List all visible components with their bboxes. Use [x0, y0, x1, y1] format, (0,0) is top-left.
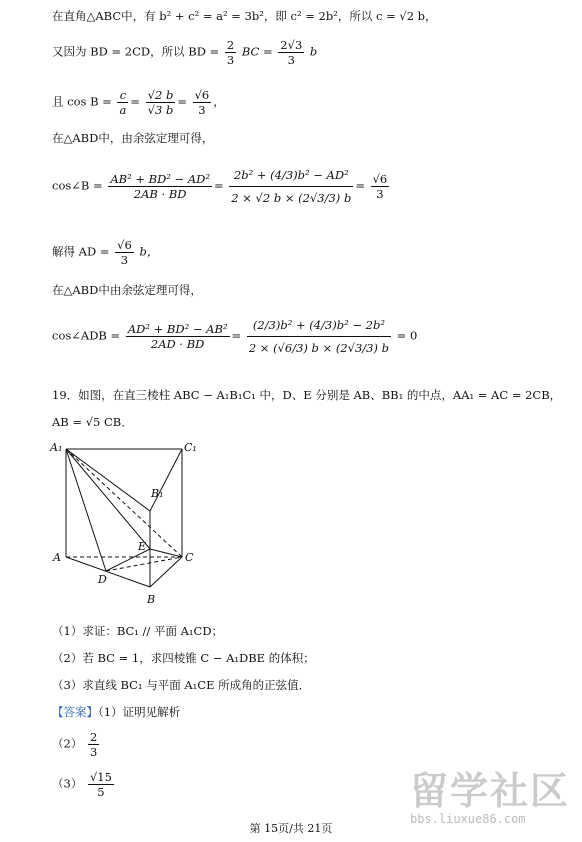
denominator: 3 — [376, 187, 384, 201]
denominator: 2AD · BD — [150, 337, 205, 351]
denominator: 5 — [97, 785, 105, 799]
cos-adb-lhs: cos∠ADB = — [52, 328, 121, 343]
answer-3-label: （3） — [52, 776, 83, 791]
denominator: √3 b — [147, 103, 174, 117]
numerator: 2b² + (4/3)b² − AD² — [229, 164, 353, 187]
answer-1: （1）证明见解析 — [98, 705, 181, 719]
numerator: 2 — [89, 730, 98, 744]
answer-line-1 — [52, 704, 180, 720]
cos-adb-fraction-1 — [126, 322, 230, 351]
problem-19-line-1: 19．如图，在直三棱柱 ABC − A₁B₁C₁ 中，D、E 分别是 AB、BB₁ 的中点，AA₁ = AC = 2CB， — [52, 388, 562, 402]
part-1: （1）求证：BC₁ // 平面 A₁CD； — [52, 624, 224, 638]
fraction-ad — [115, 238, 134, 267]
denominator: a — [119, 103, 127, 117]
denominator: 3 — [226, 53, 235, 67]
numerator: (2/3)b² + (4/3)b² − 2b² — [247, 314, 391, 337]
answer-line-3 — [52, 770, 116, 799]
solution-line-7: 在△ABD中由余弦定理可得， — [52, 283, 202, 297]
b-var: b — [309, 44, 318, 59]
edge-d-c — [106, 557, 182, 571]
answer-2-label: （2） — [52, 736, 83, 751]
solution-line-3: 且 cos B = $\frac{c}{a}$ = $\frac{√2 b}{√3 b}$ = $\frac{√6}{3}$ ， — [52, 88, 225, 117]
ad-tail: b， — [139, 244, 159, 259]
edge-a1-d — [66, 449, 106, 571]
label-d: D — [98, 573, 107, 586]
label-c1: C₁ — [184, 441, 197, 454]
fraction-sqrt2b-sqrt3b — [146, 88, 176, 117]
numerator: 2 — [226, 38, 235, 52]
denominator: 2 × (√6/3) b × (2√3/3) b — [248, 341, 389, 355]
label-c: C — [185, 551, 194, 564]
denominator: 3 — [198, 103, 206, 117]
problem-19-line-2: AB = √5 CB． — [52, 415, 133, 429]
fraction-2sqrt3-3 — [278, 38, 304, 67]
bc-eq: BC = — [241, 44, 273, 59]
answer-tag: 【答案】 — [52, 705, 98, 719]
fraction-c-a — [117, 88, 128, 117]
denominator: 3 — [120, 253, 129, 267]
watermark-url: bbs.liuxue86.com — [410, 812, 526, 826]
edge-c1-b1 — [150, 449, 182, 511]
numerator: c — [117, 88, 128, 103]
edge-a-b — [66, 557, 150, 587]
line-6-prefix: 解得 AD = — [52, 244, 110, 259]
prism-figure — [48, 437, 208, 613]
edge-b-c — [150, 557, 182, 587]
denominator: 2AB · BD — [133, 187, 187, 201]
edge-a1-e — [66, 449, 150, 549]
edge-e-c — [150, 549, 182, 557]
answer-3-fraction — [88, 770, 114, 799]
cos-b-lhs: cos∠B = — [52, 178, 103, 193]
cos-adb-result: = 0 — [396, 328, 418, 343]
numerator: √15 — [89, 770, 112, 784]
denominator: 3 — [287, 53, 295, 67]
solution-line-6 — [52, 238, 158, 267]
numerator: AB² + BD² − AD² — [110, 172, 210, 186]
edge-a1-b1 — [66, 449, 150, 511]
part-3: （3）求直线 BC₁ 与平面 A₁CE 所成角的正弦值． — [52, 678, 311, 692]
cos-b-result — [371, 172, 390, 201]
denominator: 3 — [89, 745, 98, 759]
watermark-title: 留学社区 — [410, 769, 571, 813]
line-3-prefix: 且 cos B = — [52, 94, 112, 109]
numerator: 2√3 — [280, 38, 303, 52]
fraction-2-3 — [225, 38, 236, 67]
fraction-sqrt6-3 — [193, 88, 212, 117]
cos-adb-equation: cos∠ADB = $\frac{\text{AD² + BD² − AB²}}{2AD \cdot BD}$ = $\frac{\text{(2/3)b² + (4/3)b² − 2b²}}{2 \times (√6/3) b \times (2√3/3) b}$ = 0 — [52, 314, 417, 359]
cos-b-fraction-2 — [229, 164, 353, 209]
numerator: √6 — [117, 238, 132, 252]
solution-line-2 — [52, 38, 317, 67]
label-b: B — [147, 593, 156, 606]
page-footer: 第 15页/共 21页 — [249, 822, 333, 835]
answer-line-2 — [52, 730, 101, 759]
cos-b-fraction-1 — [108, 172, 212, 201]
label-e: E — [138, 540, 147, 553]
part-2: （2）若 BC = 1，求四棱锥 C − A₁DBE 的体积； — [52, 651, 315, 665]
label-b1: B₁ — [151, 487, 164, 500]
cos-adb-fraction-2 — [247, 314, 391, 359]
numerator: √6 — [372, 172, 388, 186]
solution-line-4: 在△ABD中，由余弦定理可得， — [52, 131, 214, 145]
solution-line-1: 在直角△ABC中，有 b² + c² = a² = 3b²，即 c² = 2b²，所以 c = √2 b， — [52, 9, 437, 23]
label-a1: A₁ — [50, 441, 63, 454]
line-2-prefix: 又因为 BD = 2CD，所以 BD = — [52, 44, 220, 59]
label-a: A — [53, 551, 61, 564]
cos-b-equation: cos∠B = $\frac{\text{AB² + BD² − AD²}}{2AB \cdot BD}$ = $\frac{\text{2b² + (4/3)b² − AD²}}{2 \times √2 b \times (2√3/3) b}$ = $\frac{√6}{3}$ — [52, 164, 391, 209]
answer-2-fraction — [88, 730, 99, 759]
numerator: √2 b — [147, 88, 174, 102]
numerator: AD² + BD² − AB² — [127, 322, 228, 336]
denominator: 2 × √2 b × (2√3/3) b — [231, 191, 352, 205]
numerator: √6 — [194, 88, 210, 102]
